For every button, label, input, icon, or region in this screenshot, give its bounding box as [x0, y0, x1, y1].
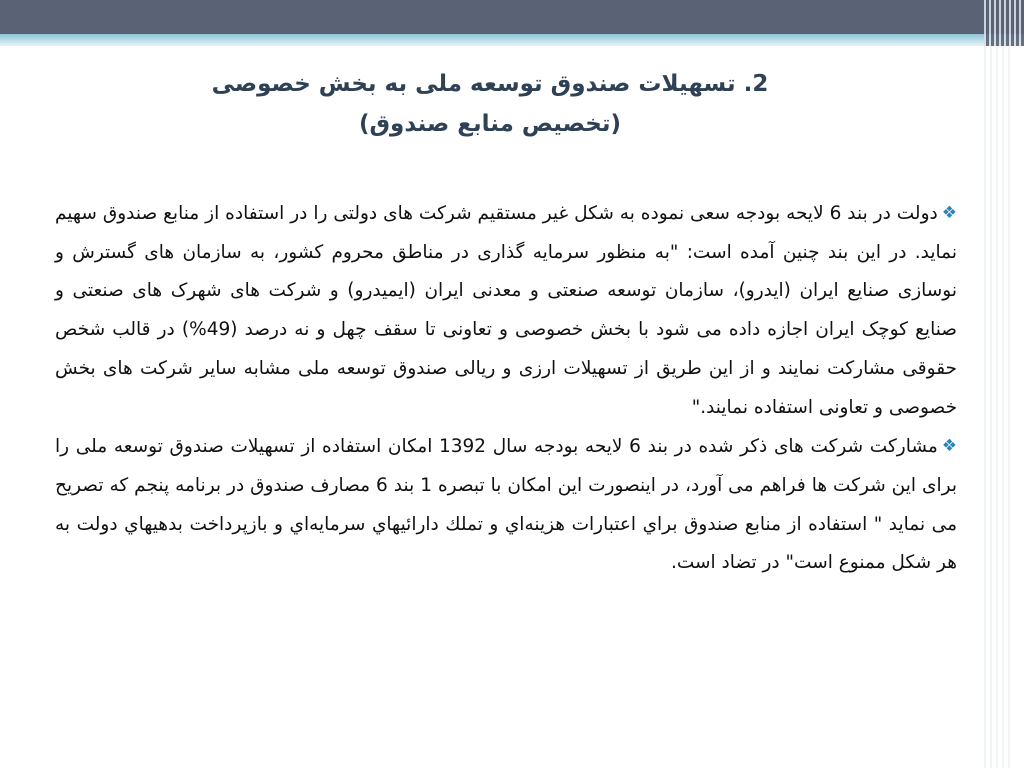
bullet-text-1: دولت در بند 6 لایحه بودجه سعی نموده به شکل غیر مستقیم شرکت های دولتی را در استفاده از منابع صندوق سهیم نماید. در این بند چنین آمده است: "به منظور سرمایه گذاری در مناطق محروم کشور، به سازمان های گسترش و نوسازی صنایع ایران (ایدرو)، سازمان توسعه صنعتی و معدنی ایران (ایمیدرو) و شرکت های شهرک های صنعتی و صنایع کوچک ایران اجازه داده می شود با بخش خصوصی و تعاونی تا سقف چهل و نه درصد (49%) در قالب شخص حقوقی مشارکت نمایند و از این طریق از تسهیلات ارزی و ریالی صندوق توسعه ملی مشابه سایر شرکت های بخش خصوصی و تعاونی استفاده نمایند."	[55, 203, 958, 418]
slide-title	[180, 64, 800, 144]
slide-body	[55, 194, 957, 583]
header-bar	[0, 0, 1024, 34]
bullet-paragraph-2	[55, 427, 957, 583]
bullet-text-2: مشارکت شرکت های ذکر شده در بند 6 لایحه بودجه سال 1392 امکان استفاده از تسهیلات صندوق توسعه ملی را برای این شرکت ها فراهم می آورد، در اینصورت این امکان با تبصره 1 بند 6 مصارف صندوق در برنامه پنجم که تصریح می نماید " استفاده از منابع صندوق براي اعتبارات هزینه‌اي و تملك دارائيهاي سرمایه‌اي و بازپرداخت بدهيهاي دولت به هر شكل ممنوع است" در تضاد است.	[55, 436, 957, 574]
bullet-paragraph-1	[55, 194, 957, 427]
right-rail-decoration	[984, 46, 1010, 768]
slide-title-line-1: 2. تسهیلات صندوق توسعه ملی به بخش خصوصی	[211, 71, 769, 97]
diamond-bullet-icon: ❖	[941, 436, 958, 457]
slide-title-line-2: (تخصیص منابع صندوق)	[358, 111, 622, 137]
header-accent-bar	[0, 34, 1024, 46]
diamond-bullet-icon: ❖	[941, 203, 957, 223]
header-stripes-decoration	[984, 0, 1024, 46]
